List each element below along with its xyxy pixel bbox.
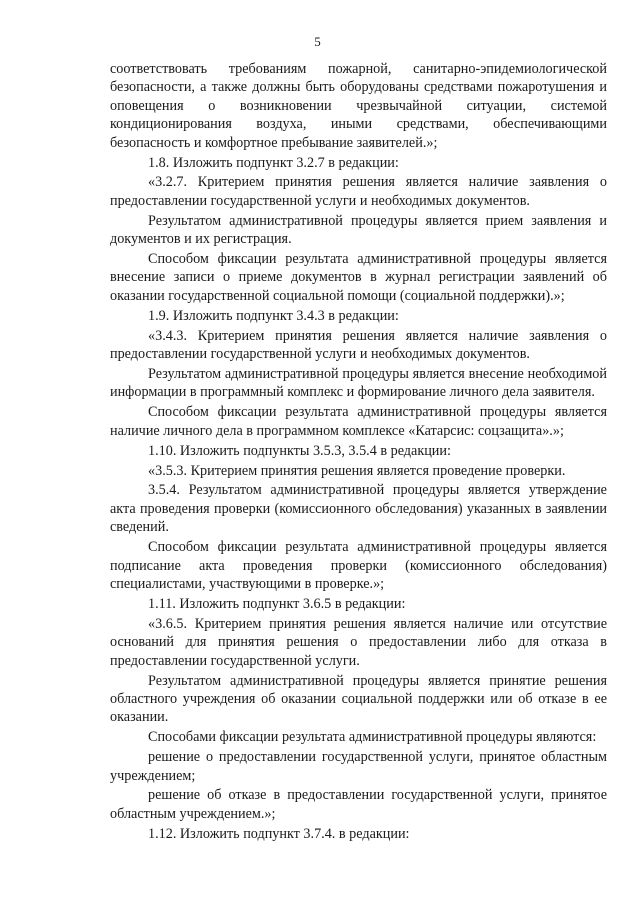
page-number: 5 <box>314 34 321 49</box>
paragraph: Способами фиксации результата административной процедуры являются: <box>148 729 597 746</box>
paragraph: Способом фиксации результата административной процедуры является подписание акта проведения проверки (комиссионного обследования) специалистами, участвующими в проверке.»; <box>110 539 607 592</box>
paragraph: «3.6.5. Критерием принятия решения является наличие или отсутствие оснований для принятия решения о предоставлении либо для отказа в предоставлении государственной услуги. <box>110 615 607 669</box>
paragraph: Результатом административной процедуры является внесение необходимой информации в программный комплекс и формирование личного дела заявителя. <box>110 366 607 401</box>
paragraph: «3.2.7. Критерием принятия решения является наличие заявления о предоставлении государственной услуги и необходимых документов. <box>110 174 607 209</box>
paragraph: Способом фиксации результата административной процедуры является наличие личного дела в программном комплексе «Катарсис: соцзащита».»; <box>110 404 607 439</box>
paragraph: 1.9. Изложить подпункт 3.4.3 в редакции: <box>148 307 399 324</box>
paragraph: решение об отказе в предоставлении государственной услуги, принятое областным учреждением.»; <box>110 787 607 822</box>
paragraph: «3.4.3. Критерием принятия решения является наличие заявления о предоставлении государственной услуги и необходимых документов. <box>110 327 607 363</box>
paragraph: Результатом административной процедуры является принятие решения областного учреждения об оказании социальной поддержки или об отказе в ее оказании. <box>110 672 607 726</box>
paragraph: 1.10. Изложить подпункты 3.5.3, 3.5.4 в редакции: <box>148 442 451 459</box>
paragraph: решение о предоставлении государственной услуги, принятое областным учреждением; <box>110 749 607 784</box>
paragraph: 3.5.4. Результатом административной процедуры является утверждение акта проведения проверки (комиссионного обследования) указанных в заявлении сведений. <box>110 482 607 536</box>
paragraph: Результатом административной процедуры является прием заявления и документов и их регистрация. <box>110 212 607 248</box>
paragraph: 1.11. Изложить подпункт 3.6.5 в редакции: <box>148 595 406 612</box>
paragraph: «3.5.3. Критерием принятия решения является проведение проверки. <box>148 462 566 479</box>
document-body <box>110 60 607 843</box>
paragraph: 1.12. Изложить подпункт 3.7.4. в редакции: <box>148 825 410 842</box>
paragraph: соответствовать требованиям пожарной, санитарно-эпидемиологической безопасности, а также должны быть оборудованы средствами пожаротушения и оповещения о возникновении чрезвычайной ситуации, системой кондиционирования воздуха, иными средствами, обеспечивающими безопасность и комфортное пребывание заявителей.»; <box>110 61 607 151</box>
paragraph: Способом фиксации результата административной процедуры является внесение записи о приеме документов в журнал регистрации заявлений об оказании государственной социальной помощи (социальной поддержки).»; <box>110 251 607 304</box>
paragraph: 1.8. Изложить подпункт 3.2.7 в редакции: <box>148 154 399 171</box>
